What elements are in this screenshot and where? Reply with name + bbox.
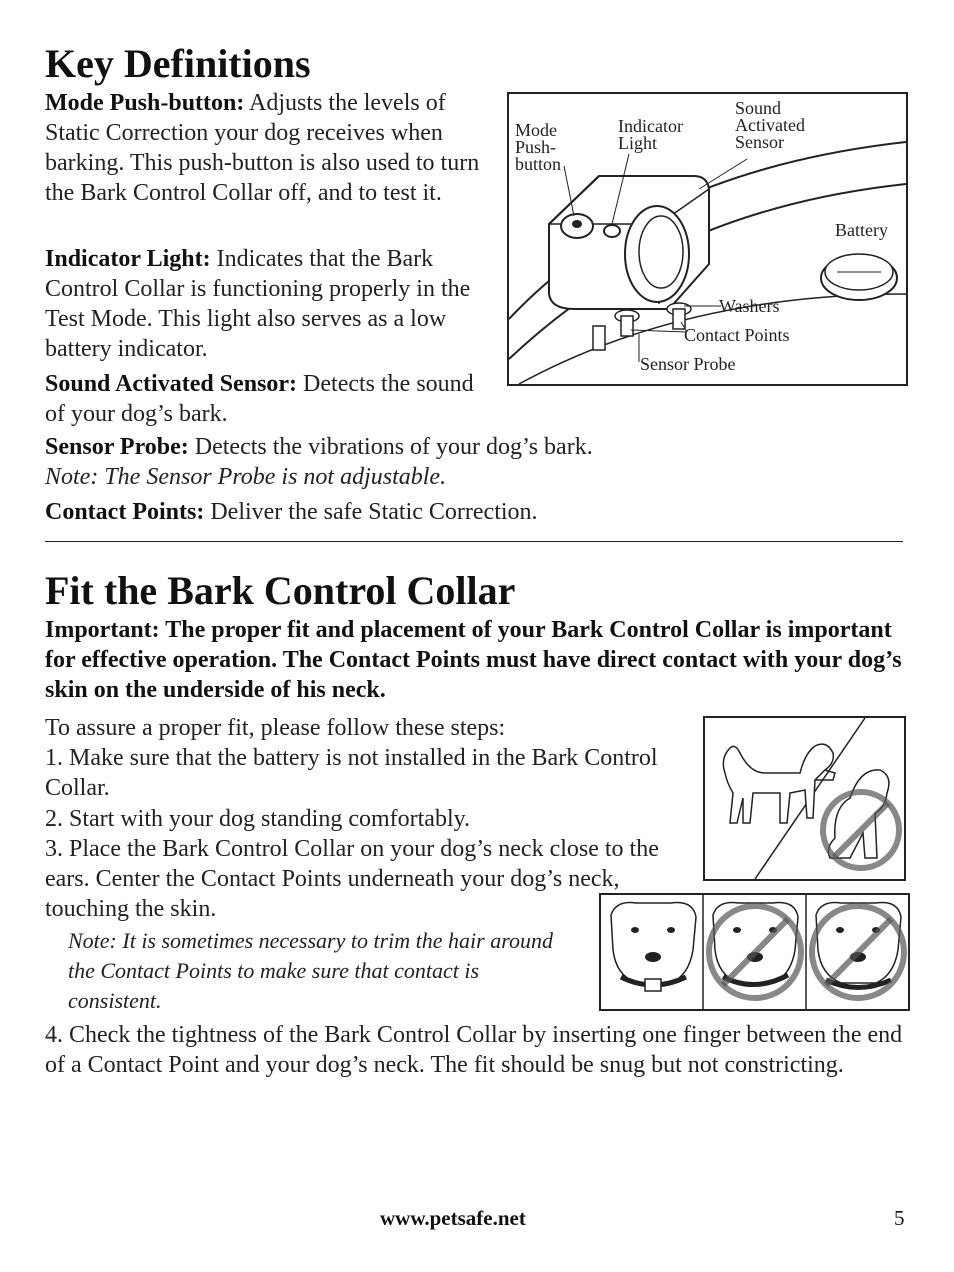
collar-diagram <box>507 92 908 386</box>
definition-term: Sensor Probe: <box>45 434 189 460</box>
definition-note: Note: The Sensor Probe is not adjustable. <box>45 464 447 490</box>
fit-important-notice: Important: The proper fit and placement of your Bark Control Collar is important for effective operation. The Contact Points must have direct contact with your dog’s skin on the underside of his neck. <box>45 617 902 703</box>
label-battery: Battery <box>835 220 888 240</box>
label-sensor-probe: Sensor Probe <box>640 354 736 374</box>
definition-sound-activated-sensor <box>45 369 495 429</box>
section-divider <box>45 541 903 542</box>
fit-step-3-note: Note: It is sometimes necessary to trim the hair around the Contact Points to make sure that contact is consistent. <box>68 928 553 1013</box>
dog-standing-illustration <box>705 718 904 879</box>
definition-text: Adjusts the levels of Static Correction your dog receives when barking. This push-button is also used to turn the Bark Control Collar off, and to test it. <box>45 90 480 206</box>
label-washers: Washers <box>719 296 780 316</box>
collar-placement-illustration <box>601 895 908 1009</box>
definition-term: Contact Points: <box>45 499 205 525</box>
collar-placement-diagram <box>599 893 910 1011</box>
label-indicator-light: Indicator Light <box>618 116 683 153</box>
definition-text: Indicates that the Bark Control Collar is functioning properly in the Test Mode. This light also serves as a low battery indicator. <box>45 246 471 362</box>
footer-website: www.petsafe.net <box>380 1206 526 1230</box>
key-definitions-heading: Key Definitions <box>45 41 311 86</box>
label-sound-activated-sensor: Sound Activated Sensor <box>735 98 805 152</box>
fit-step-3: 3. Place the Bark Control Collar on your dog’s neck close to the ears. Center the Contact Points underneath your dog’s neck, touching the skin. <box>45 836 659 922</box>
fit-intro: To assure a proper fit, please follow these steps: <box>45 715 506 741</box>
fit-step-2: 2. Start with your dog standing comfortably. <box>45 806 471 832</box>
definition-indicator-light <box>45 244 505 364</box>
fit-collar-heading: Fit the Bark Control Collar <box>45 568 516 613</box>
definition-term: Indicator Light: <box>45 246 211 272</box>
label-contact-points: Contact Points <box>684 325 790 345</box>
definition-text: Detects the sound of your dog’s bark. <box>45 371 474 427</box>
definition-term: Sound Activated Sensor: <box>45 371 298 397</box>
label-mode-push-button: Mode Push- button <box>515 120 562 174</box>
definition-text: Deliver the safe Static Correction. <box>210 499 538 525</box>
definition-contact-points <box>45 497 895 527</box>
fit-step-1: 1. Make sure that the battery is not installed in the Bark Control Collar. <box>45 745 658 801</box>
fit-step-4: 4. Check the tightness of the Bark Control Collar by inserting one finger between the end of a Contact Point and your dog’s neck. The fit should be snug but not constricting. <box>45 1022 903 1078</box>
definition-sensor-probe <box>45 432 895 492</box>
page-number: 5 <box>894 1206 905 1230</box>
dog-standing-diagram <box>703 716 906 881</box>
definition-mode-push-button <box>45 88 505 208</box>
definition-text: Detects the vibrations of your dog’s bark. <box>194 434 593 460</box>
definition-term: Mode Push-button: <box>45 90 245 116</box>
